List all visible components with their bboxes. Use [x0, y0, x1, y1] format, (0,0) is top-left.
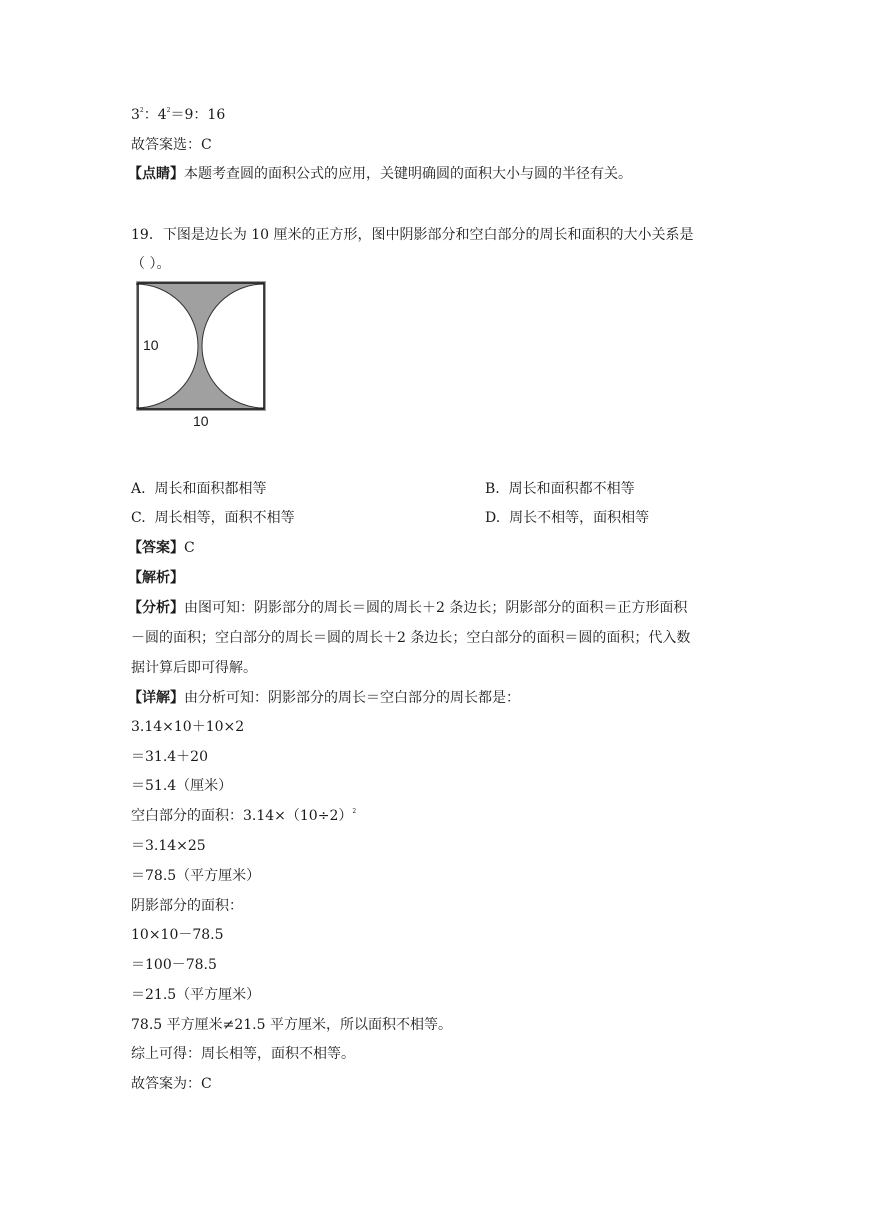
calc-line: ＝3.14×25	[131, 838, 206, 854]
comment-tag: 【点睛】	[128, 166, 184, 182]
question-text-line-2: （ ）。	[131, 256, 171, 272]
calc-line: ＝21.5（平方厘米）	[131, 987, 261, 1003]
option-d-label: D.	[485, 510, 501, 526]
calc-line: 10×10－78.5	[131, 927, 224, 943]
answer-value: C	[184, 540, 195, 556]
xiangjie-line	[128, 689, 520, 707]
square-figure	[136, 281, 268, 431]
option-c-label: C.	[131, 510, 146, 526]
option-c[interactable]	[131, 509, 295, 527]
option-b-label: B.	[485, 481, 500, 497]
ratio-base-3: 3	[131, 107, 140, 123]
blank-area-text: 空白部分的面积：3.14×（10÷2）	[131, 808, 353, 824]
fenxi-line-1	[128, 599, 687, 617]
answer-tag: 【答案】	[128, 540, 184, 556]
conclusion-line: 综上可得：周长相等，面积不相等。	[131, 1046, 355, 1062]
comment-text: 本题考查圆的面积公式的应用，关键明确圆的面积大小与圆的半径有关。	[184, 166, 632, 182]
option-a[interactable]	[131, 480, 266, 498]
blank-area-line	[131, 807, 356, 828]
answer-chosen-line: 故答案选：C	[131, 137, 212, 153]
final-answer-line: 故答案为：C	[131, 1076, 212, 1092]
calc-line: ＝100－78.5	[131, 957, 217, 973]
xiangjie-tag: 【详解】	[128, 690, 184, 706]
calc-line: ＝31.4＋20	[131, 749, 208, 765]
blank-area-exponent: 2	[352, 808, 357, 815]
ratio-line	[131, 106, 225, 127]
calc-line: 阴影部分的面积：	[131, 898, 243, 914]
option-c-text: 周长相等，面积不相等	[154, 510, 295, 526]
option-d[interactable]	[485, 509, 649, 527]
ratio-result: ＝9：16	[170, 107, 226, 123]
question-text-line-1: 19．下图是边长为 10 厘米的正方形，图中阴影部分和空白部分的周长和面积的大小关系是	[131, 227, 694, 243]
answer-line	[128, 539, 195, 557]
fenxi-tag: 【分析】	[128, 600, 184, 616]
option-a-label: A.	[131, 481, 146, 497]
calc-line: 3.14×10＋10×2	[131, 719, 245, 735]
ratio-separator: ：	[143, 107, 158, 123]
xiangjie-text: 由分析可知：阴影部分的周长＝空白部分的周长都是：	[184, 690, 520, 706]
calc-line: 78.5 平方厘米≠21.5 平方厘米，所以面积不相等。	[131, 1017, 452, 1033]
fenxi-line-3: 据计算后即可得解。	[131, 660, 257, 676]
ratio-exponent-2: 2	[166, 107, 171, 114]
comment-line	[128, 165, 632, 183]
option-b-text: 周长和面积都不相等	[508, 481, 635, 497]
calc-line: ＝51.4（厘米）	[131, 778, 233, 794]
bottom-label: 10	[193, 413, 209, 429]
calc-line: ＝78.5（平方厘米）	[131, 868, 261, 884]
analysis-heading: 【解析】	[128, 570, 184, 586]
fenxi-line-2: －圆的面积；空白部分的周长＝圆的周长＋2 条边长；空白部分的面积＝圆的面积；代入数	[131, 630, 691, 646]
option-b[interactable]	[485, 480, 635, 498]
fenxi-text-1: 由图可知：阴影部分的周长＝圆的周长＋2 条边长；阴影部分的面积＝正方形面积	[184, 600, 688, 616]
option-d-text: 周长不相等，面积相等	[509, 510, 650, 526]
option-a-text: 周长和面积都相等	[154, 481, 267, 497]
ratio-exponent-1: 2	[139, 107, 144, 114]
side-label: 10	[143, 337, 159, 353]
ratio-base-4: 4	[157, 107, 167, 123]
